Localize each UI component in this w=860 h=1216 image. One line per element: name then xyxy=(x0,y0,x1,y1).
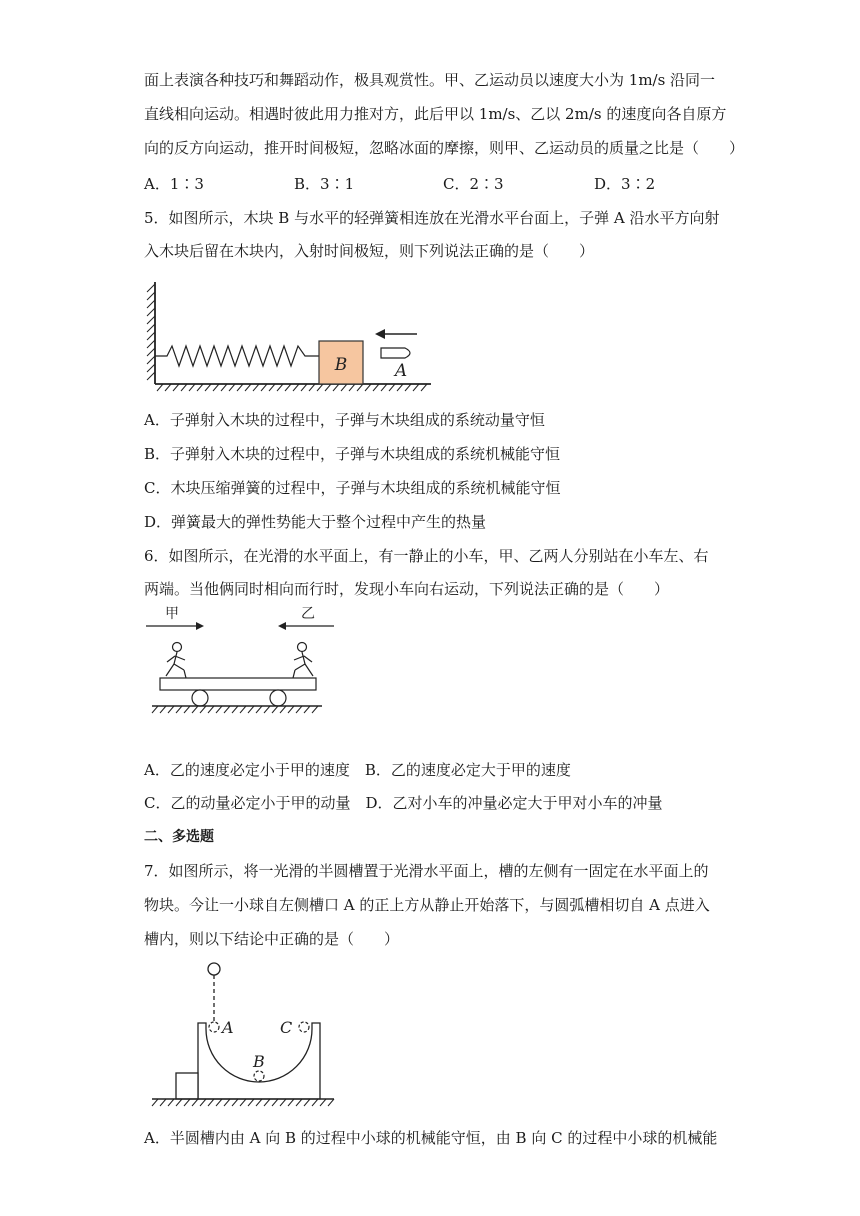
q4-line-2: 直线相向运动。相遇时彼此用力推对方，此后甲以 1m/s、乙以 2m/s 的速度向各自原方 xyxy=(144,105,727,123)
q5-line-1: 5．如图所示，木块 B 与水平的轻弹簧相连放在光滑水平台面上，子弹 A 沿水平方向射 xyxy=(144,209,720,227)
q6-line-2: 两端。当他俩同时相向而行时，发现小车向右运动，下列说法正确的是（ ） xyxy=(144,580,670,598)
yi-arrowhead xyxy=(278,622,286,630)
person-yi xyxy=(293,643,313,679)
velocity-arrowhead xyxy=(375,329,385,339)
q5-option-b: B．子弹射入木块的过程中，子弹与木块组成的系统机械能守恒 xyxy=(144,445,561,463)
jia-arrowhead xyxy=(196,622,204,630)
spring xyxy=(155,346,319,366)
q6-option-ab: A．乙的速度必定小于甲的速度 B．乙的速度必定大于甲的速度 xyxy=(144,761,571,779)
q4-option-d: D．3∶2 xyxy=(594,175,656,193)
q7-figure xyxy=(148,955,338,1110)
q4-line-3: 向的反方向运动，推开时间极短，忽略冰面的摩擦，则甲、乙运动员的质量之比是（ ） xyxy=(144,139,745,157)
q5-figure xyxy=(145,278,435,393)
bullet-a-label: A xyxy=(394,361,408,381)
bullet-a xyxy=(381,348,410,358)
q7-option-a: A．半圆槽内由 A 向 B 的过程中小球的机械能守恒，由 B 向 C 的过程中小球的机械能 xyxy=(144,1129,718,1147)
person-jia xyxy=(166,643,186,679)
jia-label: 甲 xyxy=(165,606,179,622)
q5-option-d: D．弹簧最大的弹性势能大于整个过程中产生的热量 xyxy=(144,513,487,531)
label-a: A xyxy=(222,1018,234,1037)
floor-hatching xyxy=(157,384,427,391)
q4-line-1: 面上表演各种技巧和舞蹈动作，极具观赏性。甲、乙运动员以速度大小为 1m/s 沿同一 xyxy=(144,71,716,89)
q7-line-1: 7．如图所示，将一光滑的半圆槽置于光滑水平面上，槽的左侧有一固定在水平面上的 xyxy=(144,862,709,880)
q5-option-a: A．子弹射入木块的过程中，子弹与木块组成的系统动量守恒 xyxy=(144,411,545,429)
position-b-marker xyxy=(254,1071,264,1081)
q5-line-2: 入木块后留在木块内，入射时间极短，则下列说法正确的是（ ） xyxy=(144,242,595,260)
position-c-marker xyxy=(299,1022,309,1032)
cart-wheel-right xyxy=(270,690,286,706)
q6-option-cd: C．乙的动量必定小于甲的动量 D．乙对小车的冲量必定大于甲对小车的冲量 xyxy=(144,794,663,812)
q7-line-2: 物块。今让一小球自左侧槽口 A 的正上方从静止开始落下，与圆弧槽相切自 A 点进入 xyxy=(144,896,710,914)
q5-option-c: C．木块压缩弹簧的过程中，子弹与木块组成的系统机械能守恒 xyxy=(144,479,561,497)
cart-board xyxy=(160,678,316,690)
label-c: C xyxy=(280,1018,293,1037)
position-a-marker xyxy=(209,1022,219,1032)
label-b: B xyxy=(253,1052,265,1071)
ground-hatching xyxy=(152,1099,334,1106)
wall-hatching xyxy=(147,284,155,380)
q4-option-b: B．3∶1 xyxy=(294,175,355,193)
q4-option-c: C．2∶3 xyxy=(443,175,504,193)
fixed-block xyxy=(176,1073,198,1099)
block-b-label: B xyxy=(334,355,348,375)
section-title-multiple-choice: 二、多选题 xyxy=(144,829,214,845)
q6-figure xyxy=(140,604,340,719)
q6-line-1: 6．如图所示，在光滑的水平面上，有一静止的小车，甲、乙两人分别站在小车左、右 xyxy=(144,547,709,565)
cart-wheel-left xyxy=(192,690,208,706)
ground-hatching xyxy=(152,706,318,713)
q7-line-3: 槽内，则以下结论中正确的是（ ） xyxy=(144,930,400,948)
q4-option-a: A．1∶3 xyxy=(144,175,204,193)
yi-label: 乙 xyxy=(301,606,315,622)
falling-ball xyxy=(208,963,220,975)
